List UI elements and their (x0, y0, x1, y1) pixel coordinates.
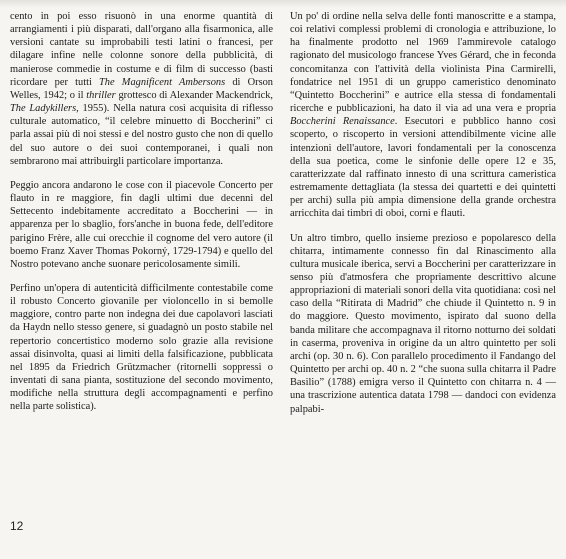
italic-title: The Ladykillers (10, 103, 77, 115)
paragraph: cento in poi esso risuonò in una enorme quantità di arrangiamenti i più disparati, dall'organo alla fisarmonica, alle versioni cantate su improbabili testi latini o francesi, per dilagare infine nelle colonne sonore della pubblicità, di manierose commedie in costume e di film di successo (basti ricordare per tutti The Magnificent Ambersons di Orson Welles, 1942; o il thriller grottesco di Alexander Mackendrick, The Ladykillers, 1955). Nella natura così acquisita di riflesso culturale automatico, “il celebre minuetto di Boccherini” ci parla assai più di noi stessi e del nostro gusto che non di quello del suo autore o dei suoi contemporanei, i quali non sembrarono mai attribuirgli particolare importanza. (10, 11, 274, 167)
paragraph: Un altro timbro, quello insieme prezioso e popolaresco della chitarra, intimamente connesso fin dal Rinascimento alla cultura musicale iberica, servì a Boccherini per caratterizzare in senso più d'atmosfera che propriamente descrittivo alcune appropriazioni di materiali sonori della vita quotidiana: così nel caso della “Ritirata di Madrid” che chiude il Quintetto n. 9 in do maggiore. Questo movimento, ispirato dal suono della banda militare che accompagnava il ritorno notturno dei soldati in caserma, proveniva in origine da un altro quintetto per soli archi (op. 30 n. 6). Con parallelo procedimento il Fandango del Quintetto per archi op. 40 n. 2 “che suona sulla chitarra il Padre Basilio” (1788) emigra verso il Quintetto con chitarra n. 4 — una trascrizione autentica datata 1798 — dandoci con evidenza palpabi- (290, 232, 556, 415)
left-column (10, 10, 273, 414)
top-bleed-strip (0, 0, 566, 8)
right-column (290, 10, 556, 416)
italic-title: The Magnificent Ambersons (99, 76, 226, 88)
italic-title: thriller (86, 89, 116, 101)
paragraph: Un po' di ordine nella selva delle fonti manoscritte e a stampa, coi relativi complessi problemi di cronologia e attribuzione, lo ha finalmente prodotto nel 1969 l'ammirevole catalogo ragionato del musicologo francese Yves Gérard, che in feconda concomitanza con l'attività della violinista Pina Carmirelli, fondatrice nel 1951 di un gruppo cameristico denominato “Quintetto Boccherini” e autrice ella stessa di fondamentali ricerche e pubblicazioni, ha dato il via ad una vera e propria Boccherini Renaissance. Esecutori e pubblico hanno così scoperto, o riscoperto in versioni attendibilmente vicine alle intenzioni dell'autore, lavori fondamentali per la conoscenza della sua poetica, come le sinfonie delle opere 12 e 35, caratterizzate dal raffinato innesto di una scrittura cameristica estremamente dettagliata (la stessa dei quartetti e dei quintetti per archi) sulla più ampia dimensione della grande orchestra arricchita dai timbri di oboi, corni e flauti. (290, 11, 556, 220)
paragraph: Perfino un'opera di autenticità difficilmente contestabile come il robusto Concerto giovanile per violoncello in si bemolle maggiore, contro parte non indegna dei due capolavori lasciati da Haydn nello stesso genere, si guadagnò un posto stabile nel repertorio concertistico moderno solo grazie alla revisione assai disinvolta, quasi ai limiti della falsificazione, pubblicata nel 1895 da Friedrich Grützmacher (ritornelli soppressi o inventati di sana pianta, sostituzione del secondo movimento, modifiche nella struttura degli accompagnamenti e perfino nella parte solistica). (10, 282, 273, 413)
italic-title: Boccherini Renaissance (290, 116, 395, 128)
page-number: 12 (10, 519, 24, 533)
paragraph: Peggio ancora andarono le cose con il piacevole Concerto per flauto in re maggiore, fin dagli ultimi due decenni del Settecento indebitamente accreditato a Boccherini — in apparenza per lo sbaglio, fors'anche in buona fede, dell'editore parigino Frère, alle cui orecchie il cognome del vero autore (il boemo Franz Xaver Thomas Pokorný, 1729-1794) e quello del Nostro potevano anche suonare pericolosamente simili. (10, 179, 273, 270)
